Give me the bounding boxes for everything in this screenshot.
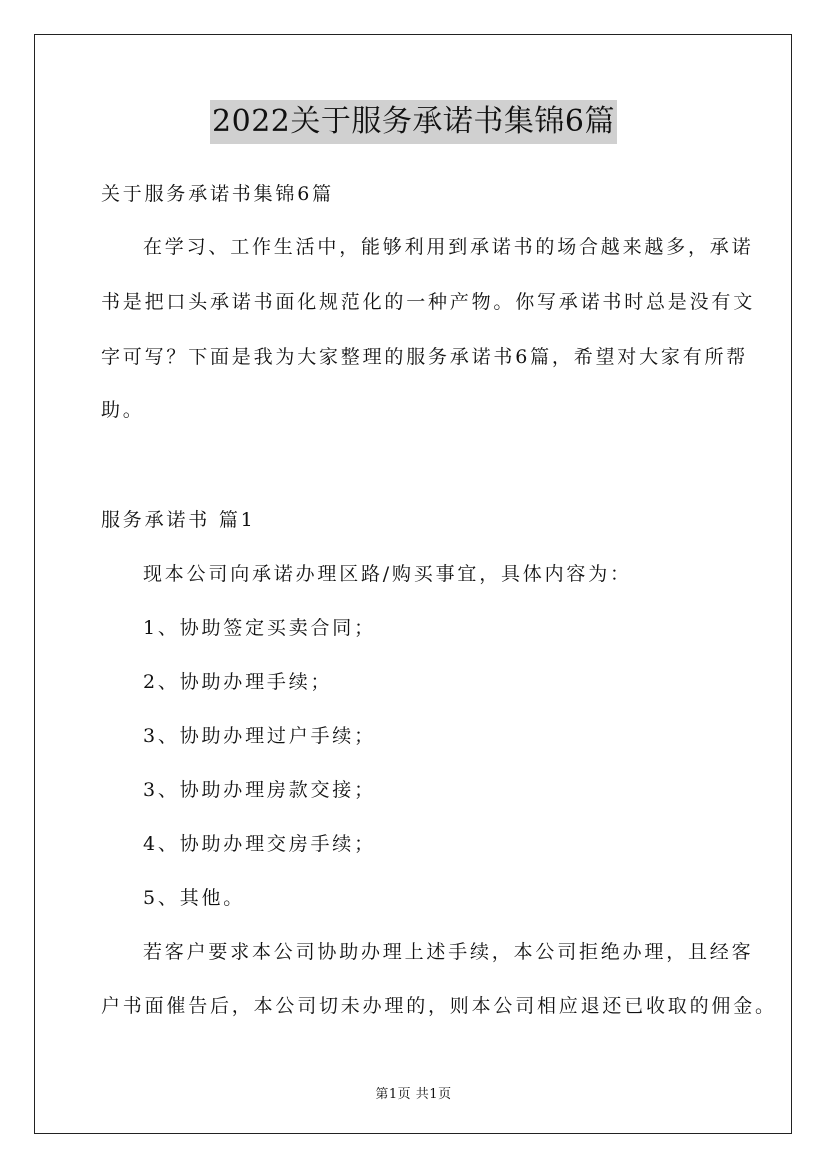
- body-line: 若客户要求本公司协助办理上述手续，本公司拒绝办理，且经客: [143, 941, 754, 963]
- intro-paragraph-line: 字可写？下面是我为大家整理的服务承诺书6篇，希望对大家有所帮: [101, 346, 749, 368]
- document-title: 2022关于服务承诺书集锦6篇: [210, 100, 617, 144]
- document-subtitle: 关于服务承诺书集锦6篇: [101, 183, 334, 205]
- list-item: 1、协助签定买卖合同；: [143, 617, 376, 639]
- intro-paragraph-line: 在学习、工作生活中，能够利用到承诺书的场合越来越多，承诺: [143, 236, 754, 258]
- intro-paragraph-line: 助。: [101, 399, 145, 421]
- list-item: 3、协助办理过户手续；: [143, 725, 376, 747]
- body-line: 现本公司向承诺办理区路/购买事宜，具体内容为：: [143, 563, 632, 585]
- page-footer: 第1页 共1页: [375, 1087, 452, 1102]
- list-item: 5、其他。: [143, 887, 246, 909]
- list-item: 4、协助办理交房手续；: [143, 833, 376, 855]
- title-block: [0, 100, 827, 144]
- intro-paragraph-line: 书是把口头承诺书面化规范化的一种产物。你写承诺书时总是没有文: [101, 291, 756, 313]
- body-line: 户书面催告后，本公司切未办理的，则本公司相应退还已收取的佣金。: [101, 995, 777, 1017]
- list-item: 2、协助办理手续；: [143, 671, 333, 693]
- section-heading: 服务承诺书 篇1: [101, 509, 256, 531]
- list-item: 3、协助办理房款交接；: [143, 779, 376, 801]
